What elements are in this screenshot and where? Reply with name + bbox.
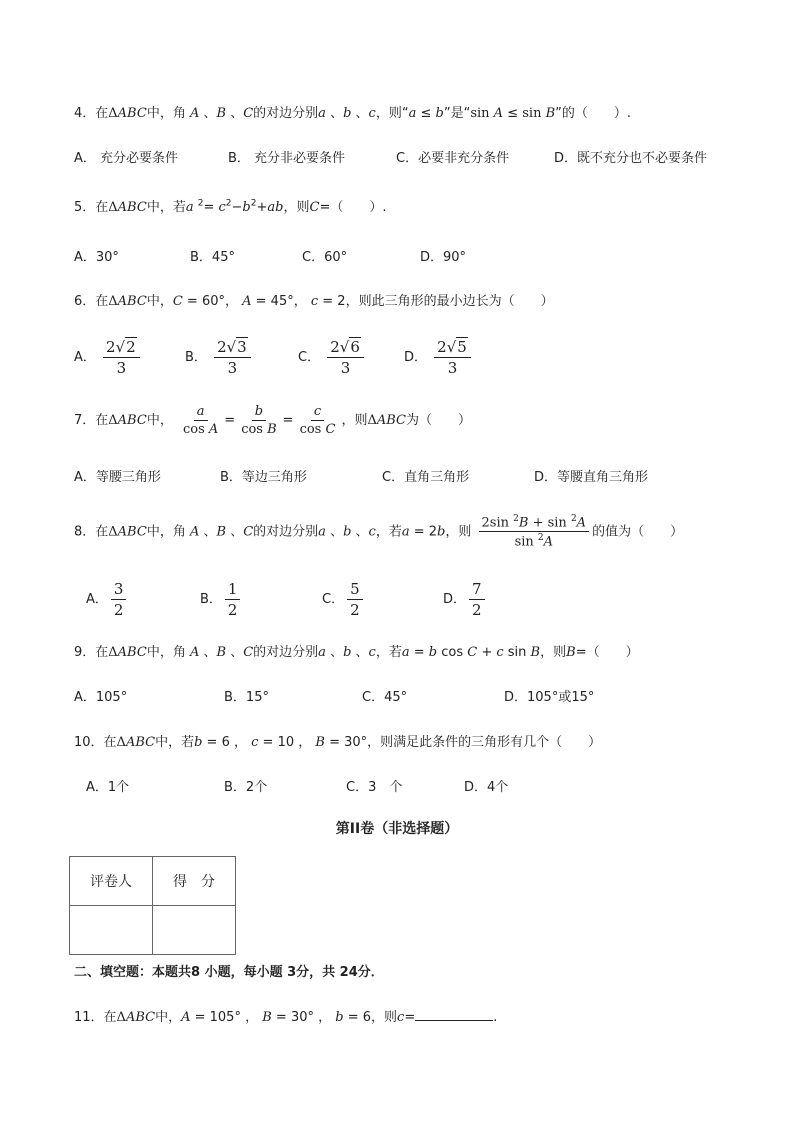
- q8-option-c: C． $\frac{5}{2}$: [322, 580, 366, 619]
- question-9: 9．在ΔABC中，角 A 、B 、C的对边分别a 、b 、c，若a = b cos C + c sin B，则B=（ ）: [74, 645, 639, 660]
- q10-option-a: A．1个: [86, 780, 130, 795]
- q9-option-c: C．45°: [362, 690, 408, 705]
- question-4: 4．在ΔABC中，角 A 、B 、C的对边分别a 、b 、c，则“a ≤ b”是“sin A ≤ sin B”的（ ）.: [74, 106, 632, 121]
- q8-option-d: D． $\frac{7}{2}$: [443, 580, 488, 619]
- q7-option-c: C．直角三角形: [382, 470, 470, 485]
- q5-option-b: B．45°: [190, 250, 235, 265]
- delta-abc: ΔABC: [108, 106, 147, 121]
- q4-option-b: B． 充分非必要条件: [228, 151, 346, 166]
- question-6: 6．在ΔABC中，C = 60°， A = 45°， c = 2，则此三角形的最小边长为（ ）: [74, 294, 554, 309]
- question-8: 8．在ΔABC中，角 A 、B 、C的对边分别a 、b 、c，若a = 2b，则 $\frac{2\sin ^2B + \sin ^2A}{\sin ^2A}$ 的值为（ ）: [74, 514, 684, 550]
- q10-option-b: B．2个: [224, 780, 268, 795]
- q4-option-c: C．必要非充分条件: [396, 151, 510, 166]
- q8-option-a: A． $\frac{3}{2}$: [86, 580, 129, 619]
- q7-option-a: A．等腰三角形: [74, 470, 161, 485]
- grader-cell[interactable]: [70, 906, 153, 955]
- q4-option-a: A． 充分必要条件: [74, 151, 179, 166]
- fill-in-heading: 二、填空题：本题共8 小题，每小题 3分，共 24分．: [74, 965, 384, 980]
- q6-option-c: C． $\frac{2√6}{3}$: [298, 338, 367, 377]
- angle-labels: A: [189, 106, 200, 121]
- q10-option-c: C．3 个: [346, 780, 403, 795]
- q7-option-d: D．等腰直角三角形: [534, 470, 649, 485]
- question-7: 7．在ΔABC中， $\frac{a}{\text{cos A}}$ = $\frac{b}{\text{cos B}}$ = $\frac{c}{\text{cos C}}$ ，则ΔABC为（ ）: [74, 404, 472, 437]
- score-cell[interactable]: [153, 906, 236, 955]
- q8-option-b: B． $\frac{1}{2}$: [200, 580, 243, 619]
- section-2-title: 第II卷（非选择题）: [335, 821, 459, 837]
- q10-option-d: D．4个: [464, 780, 509, 795]
- question-11: 11．在ΔABC中，A = 105° ， B = 30° ， b = 6，则c= .: [74, 1010, 498, 1025]
- q5-option-c: C．60°: [302, 250, 348, 265]
- q6-option-b: B． $\frac{2√3}{3}$: [185, 338, 254, 377]
- q7-option-b: B．等边三角形: [220, 470, 307, 485]
- q4-option-d: D．既不充分也不必要条件: [554, 151, 708, 166]
- q5-option-d: D．90°: [420, 250, 467, 265]
- score-table: [69, 856, 236, 955]
- q5-option-a: A．30°: [74, 250, 119, 265]
- q9-option-a: A．105°: [74, 690, 128, 705]
- question-10: 10．在ΔABC中，若b = 6 ， c = 10 ， B = 30°，则满足此条件的三角形有几个（ ）: [74, 735, 602, 750]
- score-table-header-grader: 评卷人: [70, 857, 153, 906]
- score-table-header-score: 得 分: [153, 857, 236, 906]
- question-5: 5．在ΔABC中，若a $^2= c^2-b^2+ab$，则C=（ ）.: [74, 198, 387, 215]
- q6-option-a: A． $\frac{2√2}{3}$: [74, 338, 143, 377]
- q6-option-d: D． $\frac{2√5}{3}$: [404, 338, 474, 377]
- q9-option-b: B．15°: [224, 690, 269, 705]
- answer-blank[interactable]: [415, 1008, 493, 1021]
- q9-option-d: D．105°或15°: [504, 690, 595, 705]
